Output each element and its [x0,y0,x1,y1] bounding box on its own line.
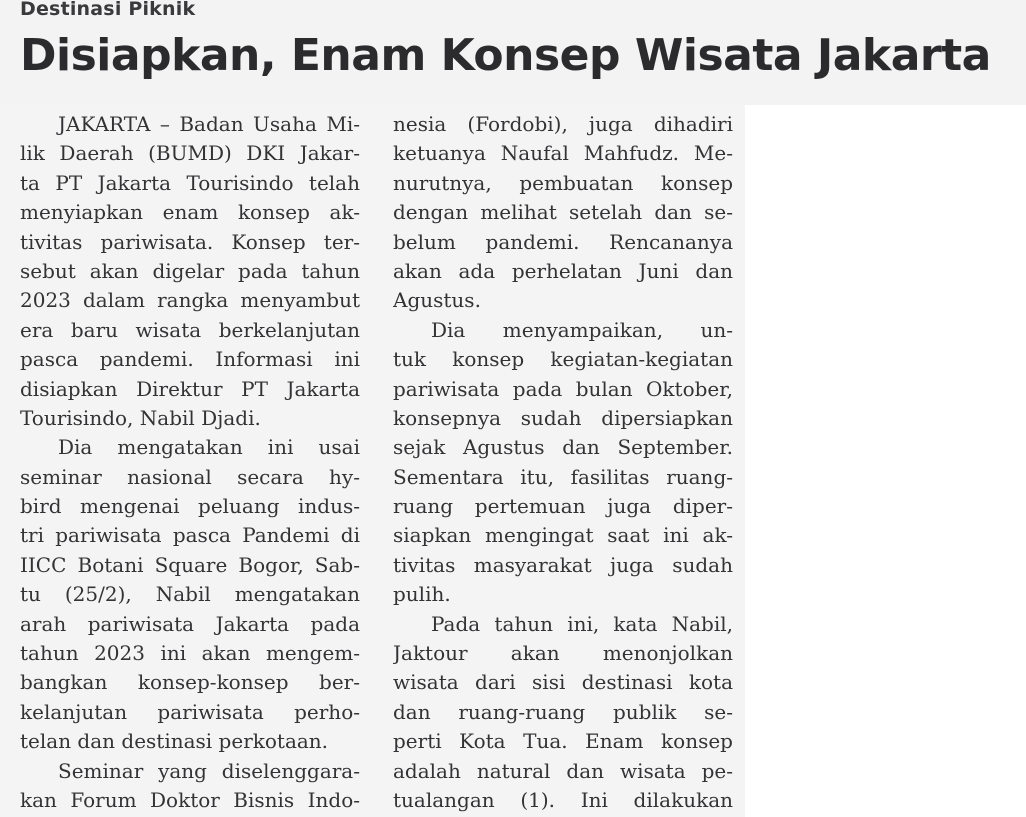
article-text-line: Sementara itu, fasilitas ruang- [393,464,733,489]
article-text-line: belum pandemi. Rencananya [393,229,733,254]
article-text-line: Seminar yang diselenggara- [58,758,360,783]
article-column-right [393,110,733,815]
article-text-line: ta PT Jakarta Tourisindo telah [20,170,360,195]
article-text-line: ruang pertemuan juga diper- [393,494,733,519]
article-text-line: JAKARTA – Badan Usaha Mi- [58,112,360,136]
article-text-line: bangkan konsep-konsep ber- [20,670,360,695]
article-text-line: Agustus. [393,288,481,313]
article-headline: Disiapkan, Enam Konsep Wisata Jakarta [20,30,991,81]
article-text-line: tivitas masyarakat juga sudah [393,552,733,577]
article-text-line: pulih. [393,582,451,607]
clipping-header [0,0,1026,105]
article-text-line: akan ada perhelatan Juni dan [393,258,733,283]
article-text-line: nesia (Fordobi), juga dihadiri [393,112,733,136]
article-text-line: era baru wisata berkelanjutan [20,317,360,342]
article-text-line: disiapkan Direktur PT Jakarta [20,376,360,401]
article-text-line: bird mengenai peluang indus- [20,494,360,519]
article-text-line: siapkan mengingat saat ini ak- [393,523,733,548]
article-text-line: lik Daerah (BUMD) DKI Jakar- [20,141,360,166]
article-text-line: perti Kota Tua. Enam konsep [393,729,733,754]
article-text-line: seminar nasional secara hy- [20,464,360,489]
article-column-left [20,110,360,815]
article-text-line: Dia mengatakan ini usai [58,435,360,460]
article-text-line: telan dan destinasi perkotaan. [20,729,329,754]
article-text-line: Jaktour akan menonjolkan [393,641,733,666]
article-text-line: tuk konsep kegiatan-kegiatan [393,347,733,372]
article-text-line: arah pariwisata Jakarta pada [20,611,360,636]
article-text-line: Tourisindo, Nabil Djadi. [20,405,261,430]
article-text-line: kelanjutan pariwisata perho- [20,699,360,724]
article-text-line: tivitas pariwisata. Konsep ter- [20,229,360,254]
article-text-line: sebut akan digelar pada tahun [20,258,360,283]
article-text-line: nurutnya, pembuatan konsep [393,170,733,195]
article-text-line: tri pariwisata pasca Pandemi di [20,523,360,548]
article-text-line: adalah natural dan wisata pe- [393,758,733,783]
article-text-line: tualangan (1). Ini dilakukan [393,787,733,812]
article-text-line: dan ruang-ruang publik se- [393,699,733,724]
article-text-line: pasca pandemi. Informasi ini [20,347,360,372]
article-text-line: konsepnya sudah dipersiapkan [393,405,733,430]
section-kicker: Destinasi Piknik [20,0,196,20]
article-text-line: ketuanya Naufal Mahfudz. Me- [393,141,733,166]
article-text-line: IICC Botani Square Bogor, Sab- [20,552,360,577]
article-text-line: dengan melihat setelah dan se- [393,200,733,225]
blank-area [745,105,1026,817]
article-text-line: 2023 dalam rangka menyambut [20,288,360,313]
article-text-line: menyiapkan enam konsep ak- [20,200,360,225]
article-text-line: tahun 2023 ini akan mengem- [20,641,360,666]
article-text-line: kan Forum Doktor Bisnis Indo- [20,787,360,812]
article-text-line: Pada tahun ini, kata Nabil, [431,611,733,636]
article-text-line: tu (25/2), Nabil mengatakan [20,582,360,607]
article-text-line: pariwisata pada bulan Oktober, [393,376,733,401]
article-text-line: Dia menyampaikan, un- [431,317,733,342]
article-text-line: wisata dari sisi destinasi kota [393,670,733,695]
article-text-line: sejak Agustus dan September. [393,435,733,460]
